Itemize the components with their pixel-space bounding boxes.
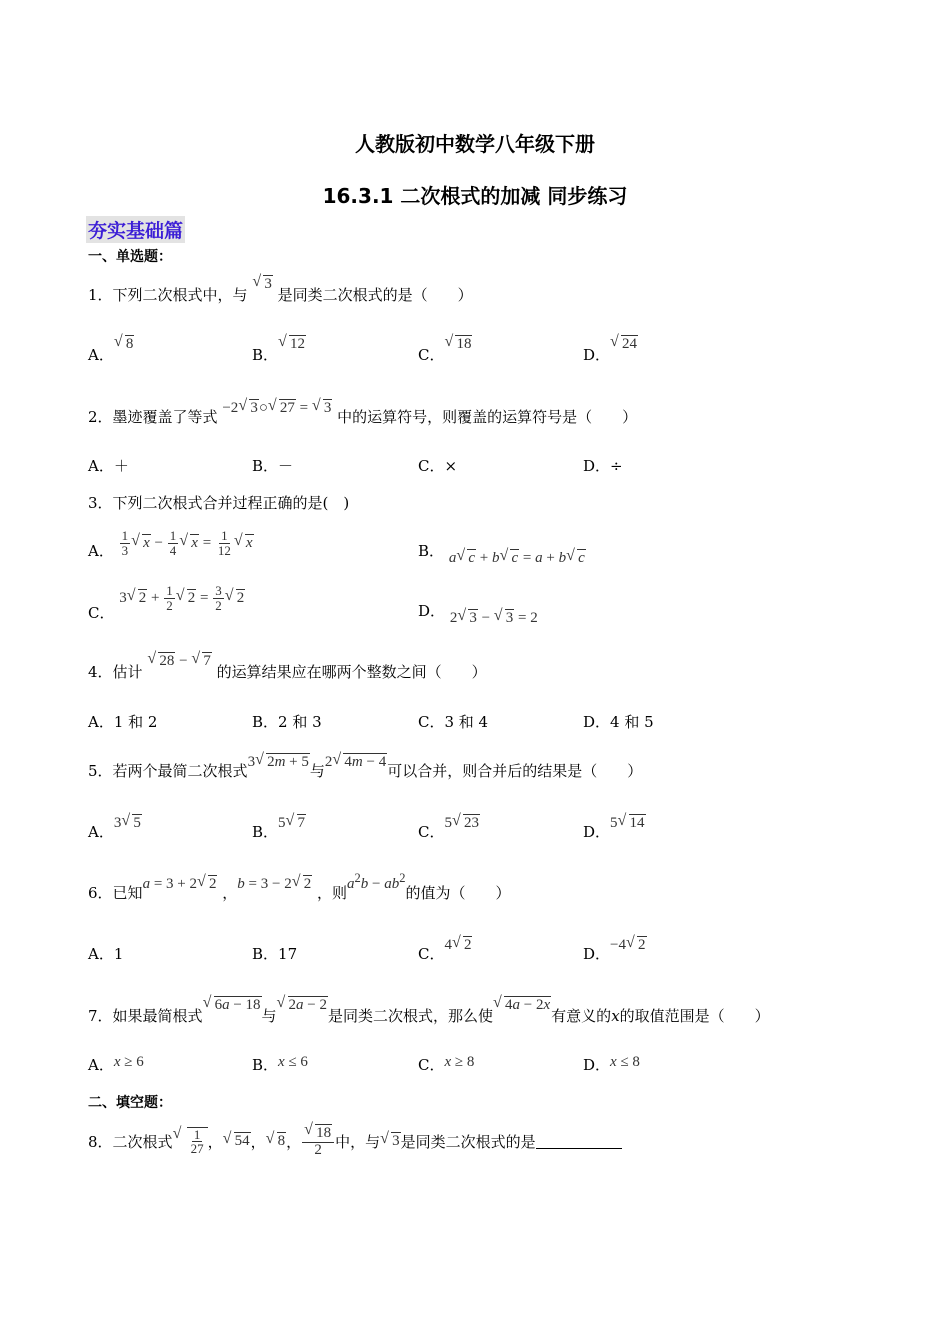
q7-option-b[interactable]: B．x ≤ 6 — [252, 1054, 308, 1074]
question-8: 8． 二次根式 √ $\frac{1}{27}$ ， √ 54 ， √ 8 ， √ $\frac{18}{2}$ 中，与 √ 3 是同类二次根式的是 — [88, 1124, 622, 1159]
q5-option-a[interactable]: A．3√ 5 — [88, 821, 142, 842]
q5-option-c[interactable]: C．5√ 23 — [418, 821, 480, 842]
q4-option-c[interactable]: C．3 和 4 — [418, 713, 489, 731]
q6-option-a[interactable]: A．1 — [88, 945, 124, 963]
math-expr: √ 28 − √ 7 — [147, 653, 211, 669]
q7-option-d[interactable]: D．x ≤ 8 — [583, 1054, 640, 1074]
q2-option-d[interactable]: D．÷ — [583, 457, 623, 475]
q1-option-b[interactable]: B．√ 12 — [252, 344, 306, 365]
math-expr: −2√ 3○√ 27 = √ 3 — [222, 400, 332, 416]
q3-option-c[interactable]: C． 3 √ 2 + $\frac{1}{2}$ √ 2 = $\frac{3}{2}$ √ 2 — [88, 584, 245, 612]
q1-option-d[interactable]: D．√ 24 — [583, 344, 638, 365]
question-5: 5．若两个最简二次根式3√ 2m + 5与2√ 4m − 4可以合并，则合并后的结果是（ ） — [88, 760, 642, 781]
question-2: 2．墨迹覆盖了等式 −2√ 3○√ 27 = √ 3 中的运算符号，则覆盖的运算符号是（ ） — [88, 406, 637, 427]
q3-option-b[interactable]: B． a√ c + b√ c = a + b√ c — [418, 540, 586, 561]
q6-option-c[interactable]: C．4√ 2 — [418, 943, 472, 964]
part-choice-heading: 一、单选题： — [88, 249, 172, 265]
page-title: 人教版初中数学八年级下册 — [355, 132, 595, 156]
q3-option-a[interactable]: A． $\frac{1}{3}$ √ x − $\frac{1}{4}$ √ x = $\frac{1}{12}$ √ x — [88, 524, 254, 557]
q4-option-b[interactable]: B．2 和 3 — [252, 713, 322, 731]
q2-option-c[interactable]: C．× — [418, 457, 458, 475]
question-3: 3．下列二次根式合并过程正确的是( ) — [88, 494, 350, 512]
q5-option-b[interactable]: B．5√ 7 — [252, 821, 306, 842]
q2-option-b[interactable]: B．－ — [252, 457, 294, 475]
q2-option-a[interactable]: A．＋ — [88, 457, 129, 475]
page-subtitle: 16.3.1 二次根式的加减 同步练习 — [322, 184, 628, 208]
q7-option-c[interactable]: C．x ≥ 8 — [418, 1054, 475, 1074]
q6-option-d[interactable]: D．−4√ 2 — [583, 943, 647, 964]
question-1: 1．下列二次根式中，与 √ 3 是同类二次根式的是（ ） — [88, 284, 473, 305]
math-expr: √ 3 — [252, 276, 273, 292]
question-6: 6．已知a = 3 + 2√ 2 ，b = 3 − 2√ 2 ，则$a^2b - ab^2$的值为（ ） — [88, 881, 510, 903]
q4-option-a[interactable]: A．1 和 2 — [88, 713, 158, 731]
q7-option-a[interactable]: A．x ≥ 6 — [88, 1054, 144, 1074]
q5-option-d[interactable]: D．5√ 14 — [583, 821, 646, 842]
section-tag: 夯实基础篇 — [86, 216, 185, 243]
q1-option-a[interactable]: A．√ 8 — [88, 344, 134, 365]
answer-blank[interactable] — [536, 1134, 622, 1149]
q3-option-d[interactable]: D． 2√ 3 − √ 3 = 2 — [418, 600, 538, 621]
q6-option-b[interactable]: B．17 — [252, 945, 298, 963]
question-4: 4．估计 √ 28 − √ 7 的运算结果应在哪两个整数之间（ ） — [88, 661, 487, 682]
q1-option-c[interactable]: C．√ 18 — [418, 344, 472, 365]
part-fill-heading: 二、填空题： — [88, 1095, 172, 1111]
q4-option-d[interactable]: D．4 和 5 — [583, 713, 654, 731]
question-7: 7．如果最简根式√ 6a − 18与√ 2a − 2是同类二次根式，那么使√ 4a − 2x有意义的x的取值范围是（ ） — [88, 1005, 770, 1026]
